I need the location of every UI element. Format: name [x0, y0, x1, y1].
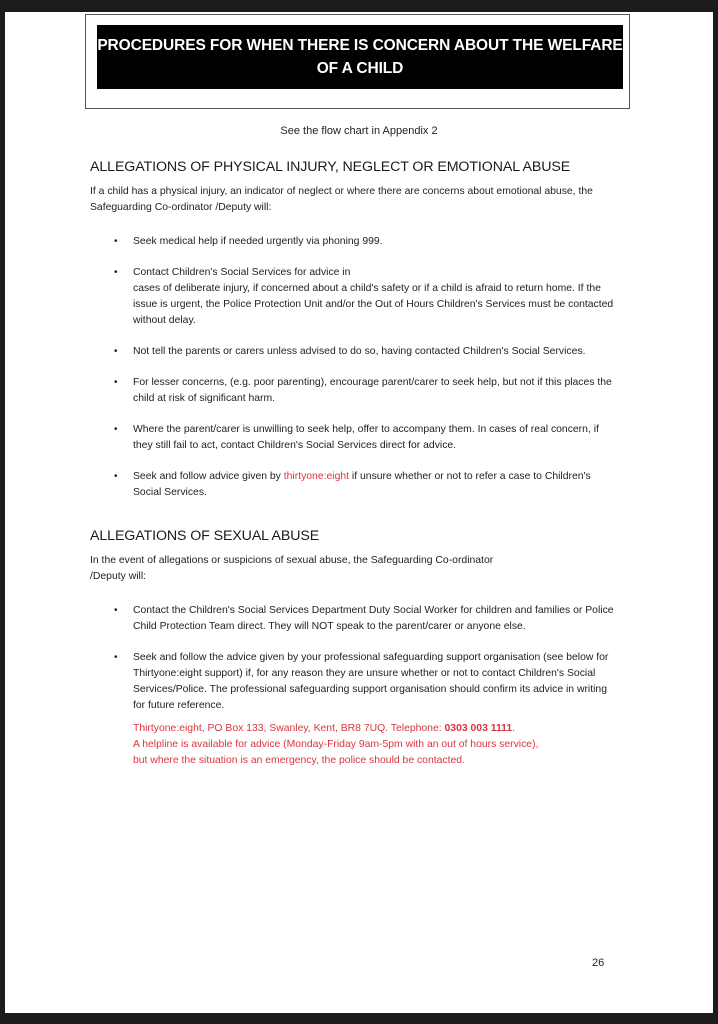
- bullet-list: [90, 603, 620, 714]
- list-item: [90, 344, 620, 360]
- emergency-info: but where the situation is an emergency, the police should be contacted.: [133, 755, 465, 766]
- section-intro: If a child has a physical injury, an indicator of neglect or where there are concerns about emotional abuse, the Safeguarding Co-ordinator /Deputy will:: [90, 186, 593, 213]
- list-item-text: Seek medical help if needed urgently via phoning 999.: [133, 236, 383, 247]
- list-item: [90, 650, 620, 714]
- section-intro-line2: /Deputy will:: [90, 571, 147, 582]
- section-heading: ALLEGATIONS OF SEXUAL ABUSE: [90, 528, 320, 544]
- list-item-text: For lesser concerns, (e.g. poor parenting), encourage parent/carer to seek help, but not if this places the child at risk of significant harm.: [133, 377, 612, 404]
- contact-phone-suffix: .: [512, 723, 516, 734]
- list-item-text-line1: Contact Children's Social Services for advice in: [133, 267, 351, 278]
- list-item: [90, 422, 620, 454]
- bullet-icon: •: [114, 424, 118, 435]
- contact-address: Thirtyone:eight, PO Box 133, Swanley, Kent, BR8 7UQ. Telephone:: [133, 723, 445, 734]
- page-title: [97, 25, 623, 89]
- section-intro: [90, 553, 620, 585]
- bullet-icon: •: [114, 236, 118, 247]
- bullet-icon: •: [114, 652, 118, 663]
- list-item: [90, 469, 620, 501]
- list-item-text: Not tell the parents or carers unless advised to do so, having contacted Children's Social Services.: [133, 346, 586, 357]
- flowchart-reference: See the flow chart in Appendix 2: [280, 125, 438, 137]
- list-item-text: Where the parent/carer is unwilling to seek help, offer to accompany them. In cases of real concern, if they still fail to act, contact Children's Social Services direct for advice.: [133, 424, 599, 451]
- document-page: [5, 12, 713, 1013]
- list-item-text: if unsure whether or not to refer a case to Children's Social Services.: [133, 471, 591, 498]
- bullet-icon: •: [114, 377, 118, 388]
- document-content: [90, 158, 620, 769]
- section-intro-line1: In the event of allegations or suspicions of sexual abuse, the Safeguarding Co-ordinator: [90, 555, 494, 566]
- list-item-text: cases of deliberate injury, if concerned about a child's safety or if a child is afraid to return home. If the issue is urgent, the Police Protection Unit and/or the Out of Hours Children's Services must be contacted without delay.: [133, 283, 614, 326]
- list-item: [90, 234, 620, 250]
- section-heading: ALLEGATIONS OF PHYSICAL INJURY, NEGLECT OR EMOTIONAL ABUSE: [90, 159, 571, 175]
- contact-phone: 0303 003 1111: [444, 723, 513, 734]
- contact-info: [90, 721, 620, 769]
- list-item-text: Seek and follow advice given by: [133, 471, 284, 482]
- list-item: [90, 265, 620, 329]
- list-item: [90, 375, 620, 407]
- contact-address-line: [133, 721, 620, 737]
- section-sexual-abuse: [90, 527, 620, 769]
- bullet-icon: •: [114, 346, 118, 357]
- title-box: [85, 14, 630, 109]
- title-line-2: OF A CHILD: [316, 60, 404, 77]
- bullet-icon: •: [114, 605, 118, 616]
- section-physical-injury: [90, 158, 620, 501]
- list-item: [90, 603, 620, 635]
- helpline-info: A helpline is available for advice (Monday-Friday 9am-5pm with an out of hours service),: [133, 739, 539, 750]
- list-item-text: Contact the Children's Social Services Department Duty Social Worker for children and families or Police Child Protection Team direct. They will NOT speak to the parent/carer or anyone else.: [133, 605, 614, 632]
- bullet-icon: •: [114, 471, 118, 482]
- page-number: 26: [592, 957, 605, 969]
- bullet-list: [90, 234, 620, 501]
- title-line-1: PROCEDURES FOR WHEN THERE IS CONCERN ABOUT THE WELFARE: [97, 37, 623, 54]
- list-item-text: Seek and follow the advice given by your professional safeguarding support organisation (see below for Thirtyone:eight support) if, for any reason they are unsure whether or not to contact Children's Social Services/Police. The professional safeguarding support organisation should confirm its advice in writing for future reference.: [133, 652, 609, 711]
- organisation-name-highlight: thirtyone:eight: [283, 471, 350, 482]
- bullet-icon: •: [114, 267, 118, 278]
